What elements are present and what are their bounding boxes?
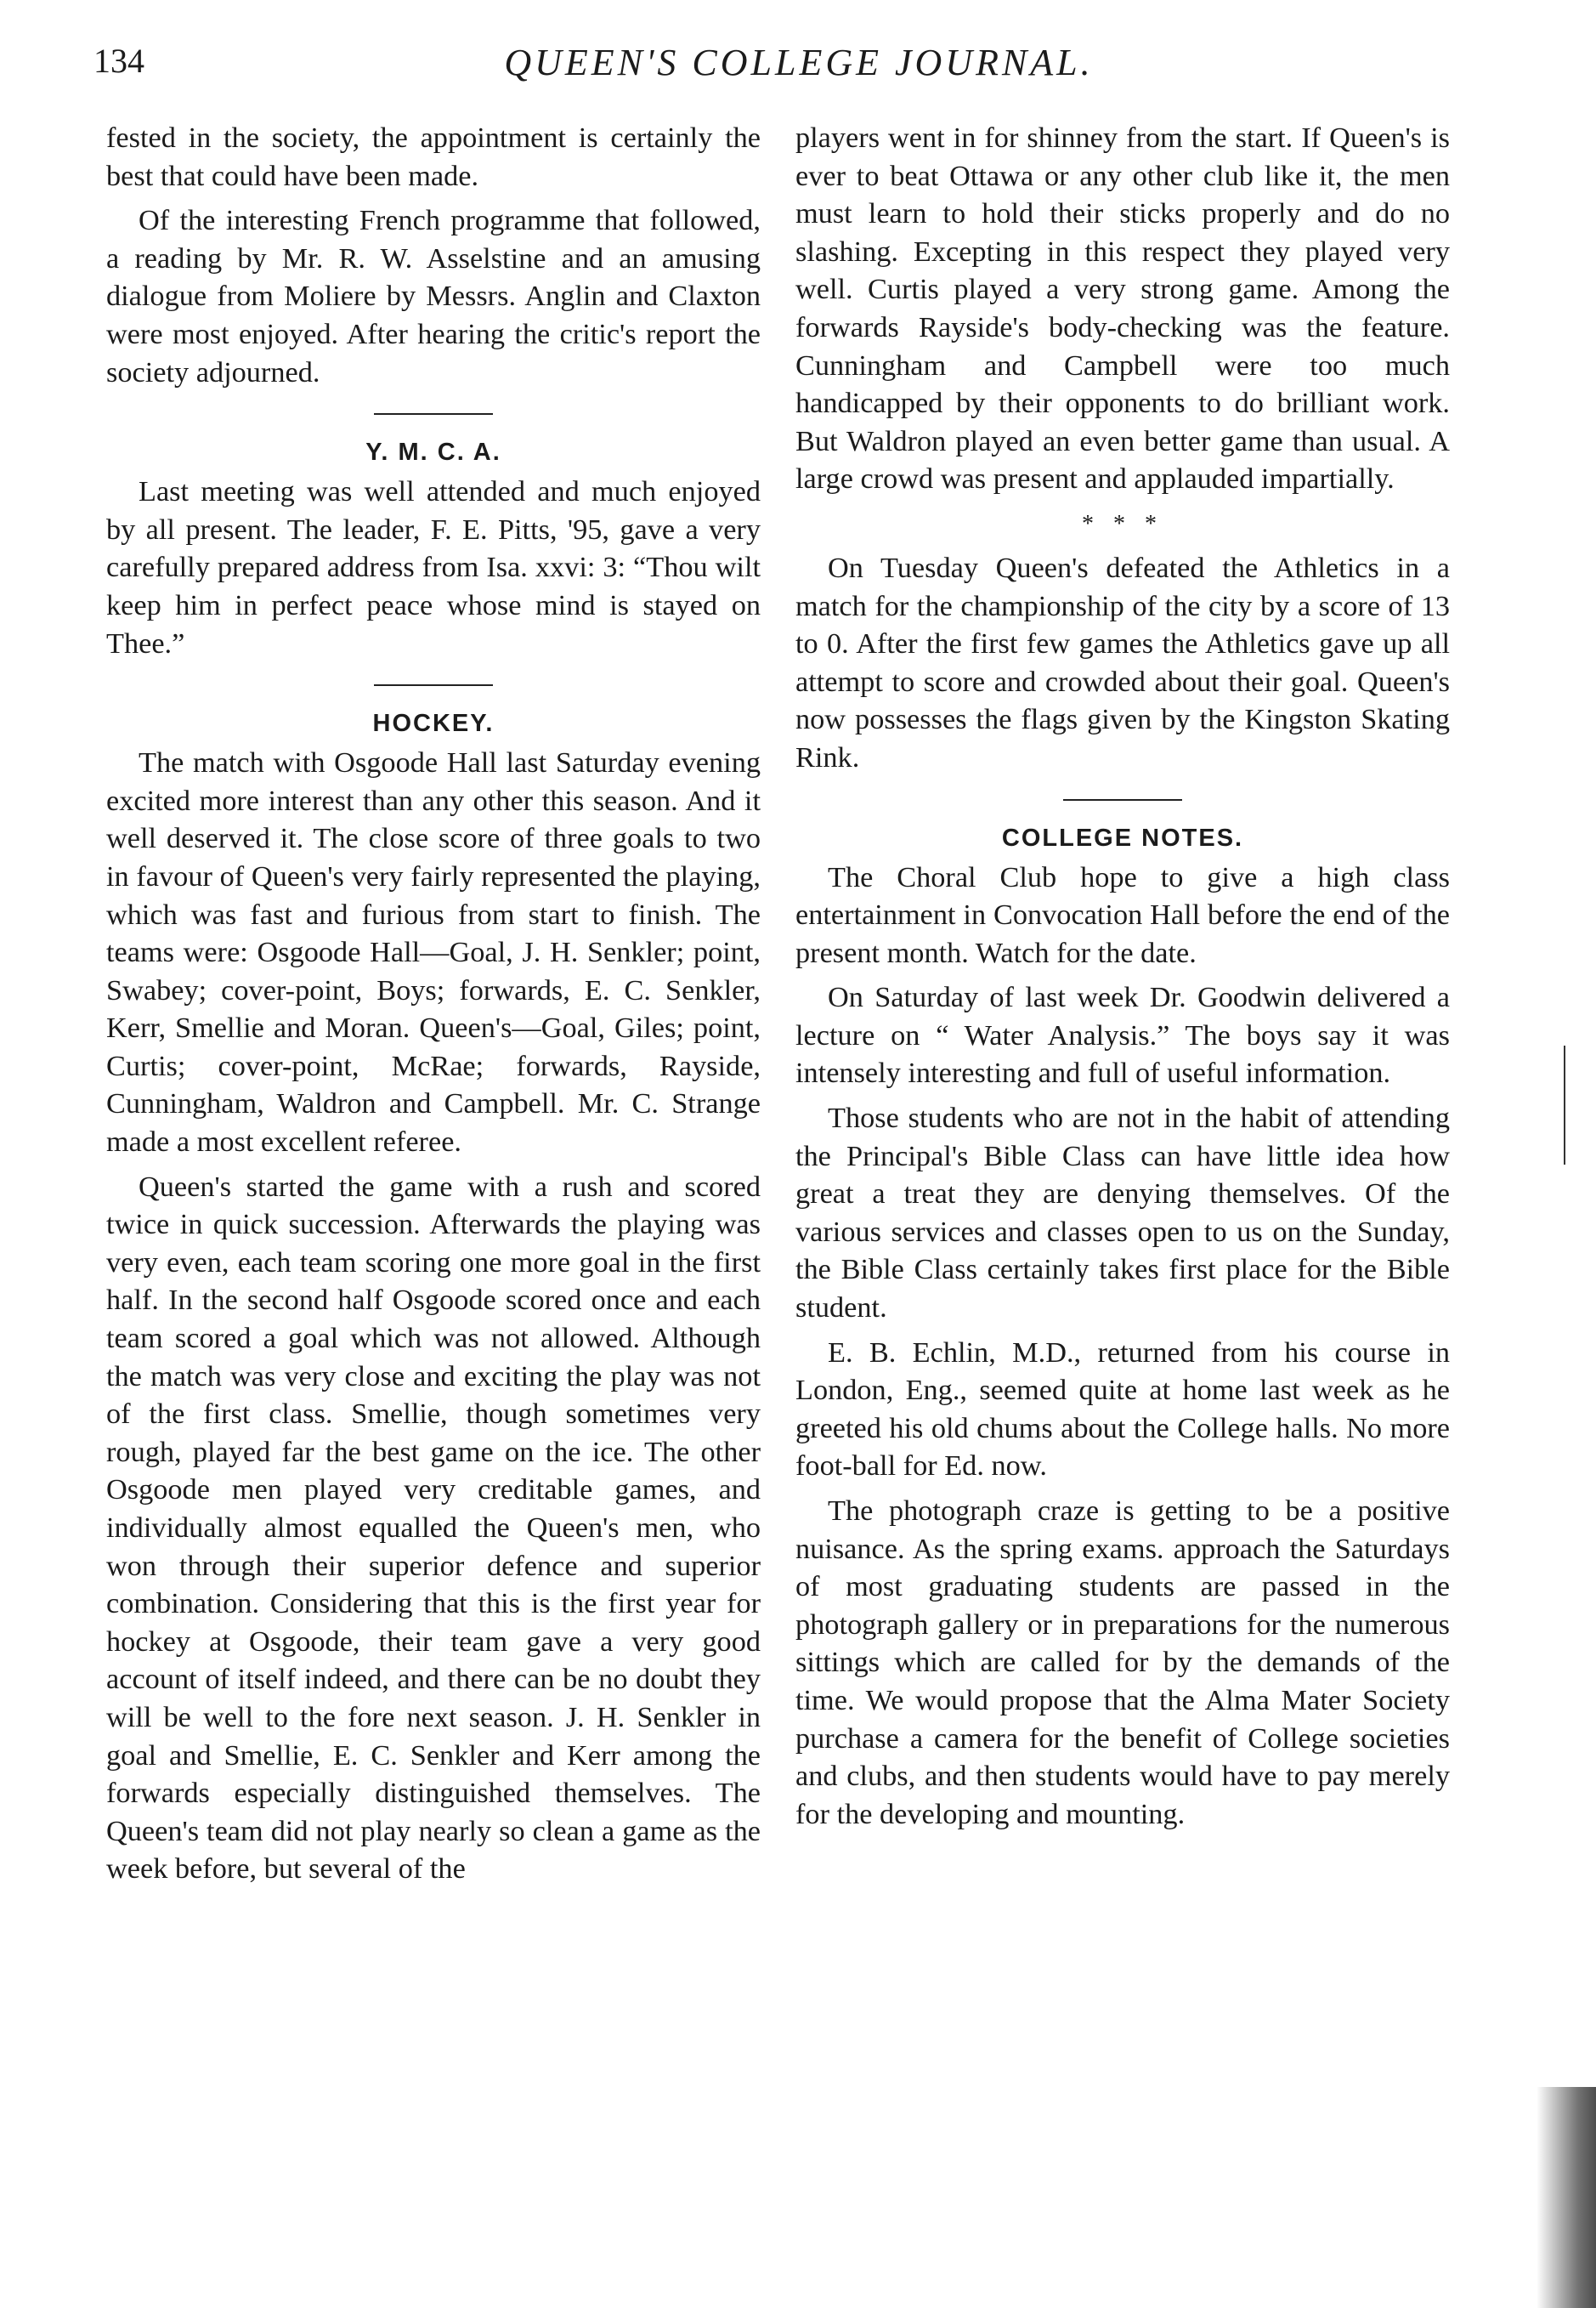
- paragraph-society-intro: fested in the society, the appointment is certainly the best that could have been made.: [106, 122, 761, 192]
- paragraph-photograph-craze: The photograph craze is getting to be a positive nuisance. As the spring exams. approach the Saturdays of most graduating students are passed in the photograph gallery or in preparations for the numerous sittings which are called for by the demands of the time. We would propose that the Alma Mater Society purchase a camera for the benefit of College societies and clubs, and then students would have to pay merely for the developing and mounting.: [795, 1494, 1450, 1830]
- scan-edge-line: [1564, 1046, 1565, 1165]
- paragraph-hockey-continued: players went in for shinney from the start. If Queen's is ever to beat Ottawa or any other club like it, the men must learn to hold their sticks properly and do no slashing. Excepting in this respect they played very well. Curtis played a very strong game. Among the forwards Rayside's body-checking was the feature. Cunningham and Campbell were too much handicapped by their opponents to do brilliant work. But Waldron played an even better game than usual. A large crowd was present and applauded impartially.: [795, 122, 1450, 496]
- paragraph-french-programme: Of the interesting French programme that followed, a reading by Mr. R. W. Asselstine and an amusing dialogue from Moliere by Messrs. Anglin and Claxton were most enjoyed. After hearing the critic's report the society adjourned.: [106, 204, 761, 388]
- section-divider: [374, 684, 493, 686]
- paragraph-hockey-match: The match with Osgoode Hall last Saturday evening excited more interest than any other this season. And it well deserved it. The close score of three goals to two in favour of Queen's very fairly represented the playing, which was fast and furious from start to finish. The teams were: Osgoode Hall—Goal, J. H. Senkler; point, Swabey; cover-point, Boys; forwards, E. C. Senkler, Kerr, Smellie and Moran. Queen's—Goal, Giles; point, Curtis; cover-point, McRae; forwards, Rayside, Cunningham, Waldron and Campbell. Mr. C. Strange made a most excellent referee.: [106, 746, 761, 1159]
- paragraph-bible-class: Those students who are not in the habit of attending the Principal's Bible Class can have little idea how great a treat they are denying themselves. Of the various services and classes open to us on the Sunday, the Bible Class certainly takes first place for the Bible student.: [795, 1102, 1450, 1324]
- journal-title: QUEEN'S COLLEGE JOURNAL.: [504, 42, 1094, 83]
- paragraph-ymca: Last meeting was well attended and much enjoyed by all present. The leader, F. E. Pitts, '95, gave a very carefully prepared address from Isa. xxvi: 3: “Thou wilt keep him in perfect peace whose mind is stayed on Thee.”: [106, 475, 761, 660]
- page-number: 134: [93, 42, 144, 80]
- section-divider: [374, 413, 493, 415]
- heading-ymca: Y. M. C. A.: [365, 439, 501, 467]
- right-column: [795, 119, 1450, 1840]
- paragraph-choral-club: The Choral Club hope to give a high class entertainment in Convocation Hall before the end of the present month. Watch for the date.: [795, 860, 1450, 969]
- section-divider: [1063, 799, 1182, 801]
- paragraph-athletics-match: On Tuesday Queen's defeated the Athletics in a match for the championship of the city by a score of 13 to 0. After the first few games the Athletics gave up all attempt to score and crowded about their goal. Queen's now possesses the flags given by the Kingston Skating Rink.: [795, 551, 1450, 774]
- asterism-divider: * * *: [1082, 510, 1163, 537]
- paragraph-echlin: E. B. Echlin, M.D., returned from his course in London, Eng., seemed quite at home last week as he greeted his old chums about the College halls. No more foot-ball for Ed. now.: [795, 1335, 1450, 1483]
- paragraph-hockey-game: Queen's started the game with a rush and scored twice in quick succession. Afterwards the playing was very even, each team scoring one more goal in the first half. In the second half Osgoode scored once and each team scored a goal which was not allowed. Although the match was very close and exciting the play was not of the first class. Smellie, though sometimes very rough, played far the best game on the ice. The other Osgoode men played very creditable games, and individually almost equalled the Queen's men, who won through their superior defence and superior combination. Considering that this is the first year for hockey at Osgoode, their team gave a very good account of itself indeed, and there can be no doubt they will be well to the fore next season. J. H. Senkler in goal and Smellie, E. C. Senkler and Kerr among the forwards especially distinguished themselves. The Queen's team did not play nearly so clean a game as the week before, but several of the: [106, 1170, 761, 1886]
- paragraph-goodwin-lecture: On Saturday of last week Dr. Goodwin delivered a lecture on “ Water Analysis.” The boys say it was intensely interesting and full of useful information.: [795, 981, 1450, 1090]
- scan-edge-shadow: [1537, 2087, 1596, 2308]
- heading-hockey: HOCKEY.: [372, 710, 495, 738]
- heading-college-notes: COLLEGE NOTES.: [1001, 824, 1244, 852]
- page-header: [93, 41, 1504, 92]
- left-column: [106, 119, 761, 1895]
